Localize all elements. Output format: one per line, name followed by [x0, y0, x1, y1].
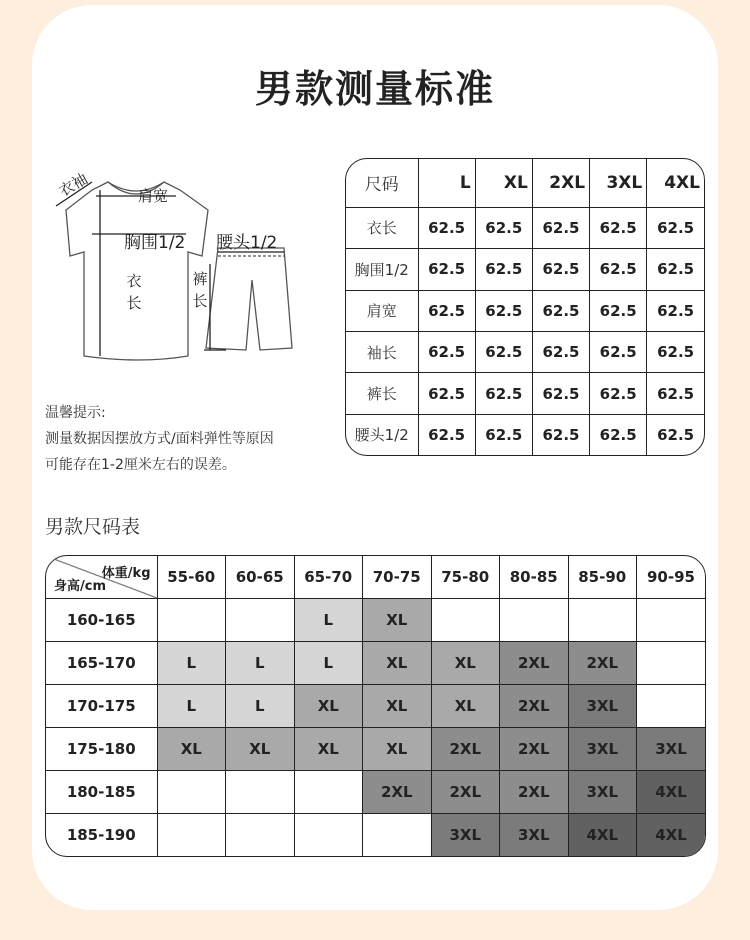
pants-length-label: 裤长 [192, 270, 208, 310]
measurement-row [346, 249, 704, 290]
size-cell [637, 598, 706, 641]
value-cell: 62.5 [418, 290, 475, 331]
size-cell: L [226, 684, 295, 727]
row-label: 袖长 [346, 331, 418, 372]
value-cell: 62.5 [590, 249, 647, 290]
value-cell: 62.5 [647, 373, 704, 414]
garment-drawing [48, 160, 308, 375]
value-cell: 62.5 [590, 373, 647, 414]
value-cell: 62.5 [475, 290, 532, 331]
weight-header: 65-70 [294, 556, 363, 598]
size-cell: 3XL [431, 814, 500, 856]
row-label: 肩宽 [346, 290, 418, 331]
weight-header: 55-60 [157, 556, 226, 598]
height-cell: 165-170 [46, 641, 157, 684]
height-cell: 185-190 [46, 814, 157, 856]
value-cell: 62.5 [647, 331, 704, 372]
size-cell [637, 641, 706, 684]
warm-tip-line-1: 测量数据因摆放方式/面料弹性等原因 [45, 431, 274, 447]
size-cell [226, 598, 295, 641]
size-cell: 3XL [500, 814, 569, 856]
value-cell: 62.5 [475, 249, 532, 290]
size-cell: XL [431, 684, 500, 727]
size-row [46, 641, 705, 684]
size-cell: 3XL [568, 684, 637, 727]
size-cell: XL [294, 728, 363, 771]
value-cell: 62.5 [647, 290, 704, 331]
size-cell: 2XL [431, 771, 500, 814]
weight-header: 70-75 [363, 556, 432, 598]
value-cell: 62.5 [475, 331, 532, 372]
value-cell: 62.5 [418, 331, 475, 372]
size-cell: L [294, 598, 363, 641]
size-chart-table [45, 555, 706, 857]
header-cell: 4XL [647, 159, 704, 207]
sleeve-label: 衣袖 [55, 169, 91, 201]
measurement-row [346, 290, 704, 331]
row-label: 裤长 [346, 373, 418, 414]
size-cell: 2XL [500, 771, 569, 814]
size-cell [157, 598, 226, 641]
waist-label: 腰头1/2 [216, 233, 278, 253]
header-cell: 尺码 [346, 159, 418, 207]
size-cell: L [226, 641, 295, 684]
value-cell: 62.5 [418, 207, 475, 248]
size-cell: XL [363, 598, 432, 641]
row-label: 腰头1/2 [346, 414, 418, 455]
value-cell: 62.5 [475, 373, 532, 414]
size-cell: 2XL [500, 684, 569, 727]
measurement-row [346, 414, 704, 455]
body-length-label: 衣长 [126, 272, 142, 312]
size-row [46, 684, 705, 727]
height-cell: 175-180 [46, 728, 157, 771]
size-row [46, 814, 705, 856]
value-cell: 62.5 [647, 207, 704, 248]
weight-axis-label: 体重/kg [101, 566, 151, 581]
shoulder-label: 肩宽 [138, 187, 169, 205]
chest-label: 胸围1/2 [124, 233, 186, 253]
measurement-row [346, 207, 704, 248]
measurement-header-row [346, 159, 704, 207]
size-cell [294, 814, 363, 856]
warm-tip [45, 400, 345, 478]
row-label: 衣长 [346, 207, 418, 248]
size-cell: XL [294, 684, 363, 727]
value-cell: 62.5 [647, 249, 704, 290]
size-cell [226, 814, 295, 856]
height-axis-label: 身高/cm [54, 578, 107, 594]
size-cell: XL [363, 684, 432, 727]
value-cell: 62.5 [532, 331, 589, 372]
weight-header: 85-90 [568, 556, 637, 598]
page-title: 男款测量标准 [254, 67, 495, 111]
size-cell: XL [431, 641, 500, 684]
value-cell: 62.5 [532, 414, 589, 455]
value-cell: 62.5 [590, 207, 647, 248]
size-cell [157, 814, 226, 856]
size-header-row [46, 556, 705, 598]
size-cell: XL [363, 641, 432, 684]
size-cell: 2XL [568, 641, 637, 684]
size-cell: 2XL [363, 771, 432, 814]
value-cell: 62.5 [532, 207, 589, 248]
size-cell: L [294, 641, 363, 684]
value-cell: 62.5 [418, 373, 475, 414]
size-row [46, 598, 705, 641]
value-cell: 62.5 [590, 331, 647, 372]
corner-cell [46, 556, 157, 598]
size-cell [226, 771, 295, 814]
size-cell: 3XL [568, 728, 637, 771]
header-cell: L [418, 159, 475, 207]
garment-illustration [48, 160, 308, 375]
size-row [46, 728, 705, 771]
value-cell: 62.5 [590, 414, 647, 455]
value-cell: 62.5 [418, 249, 475, 290]
row-label: 胸围1/2 [346, 249, 418, 290]
value-cell: 62.5 [418, 414, 475, 455]
size-cell: XL [157, 728, 226, 771]
size-cell: XL [226, 728, 295, 771]
header-cell: 3XL [590, 159, 647, 207]
value-cell: 62.5 [475, 207, 532, 248]
size-cell: 3XL [637, 728, 706, 771]
warm-tip-line-2: 可能存在1-2厘米左右的误差。 [45, 457, 236, 473]
size-section-title: 男款尺码表 [45, 516, 141, 538]
measurement-row [346, 331, 704, 372]
header-cell: XL [475, 159, 532, 207]
value-cell: 62.5 [532, 290, 589, 331]
size-cell: 3XL [568, 771, 637, 814]
value-cell: 62.5 [532, 249, 589, 290]
weight-header: 80-85 [500, 556, 569, 598]
value-cell: 62.5 [475, 414, 532, 455]
size-cell [431, 598, 500, 641]
weight-header: 90-95 [637, 556, 706, 598]
shorts-outline [206, 248, 292, 350]
size-cell [157, 771, 226, 814]
size-cell: 4XL [568, 814, 637, 856]
weight-header: 60-65 [226, 556, 295, 598]
warm-tip-heading: 温馨提示: [45, 405, 106, 421]
size-cell: 4XL [637, 814, 706, 856]
value-cell: 62.5 [532, 373, 589, 414]
size-cell: L [157, 684, 226, 727]
measurement-table [345, 158, 705, 456]
size-cell [363, 814, 432, 856]
height-cell: 180-185 [46, 771, 157, 814]
value-cell: 62.5 [590, 290, 647, 331]
header-cell: 2XL [532, 159, 589, 207]
size-cell [294, 771, 363, 814]
size-cell [500, 598, 569, 641]
weight-header: 75-80 [431, 556, 500, 598]
size-cell: 2XL [431, 728, 500, 771]
size-cell: L [157, 641, 226, 684]
height-cell: 170-175 [46, 684, 157, 727]
value-cell: 62.5 [647, 414, 704, 455]
size-cell: XL [363, 728, 432, 771]
size-cell: 4XL [637, 771, 706, 814]
size-row [46, 771, 705, 814]
size-cell [637, 684, 706, 727]
measurement-row [346, 373, 704, 414]
height-cell: 160-165 [46, 598, 157, 641]
size-cell: 2XL [500, 728, 569, 771]
size-cell: 2XL [500, 641, 569, 684]
size-cell [568, 598, 637, 641]
